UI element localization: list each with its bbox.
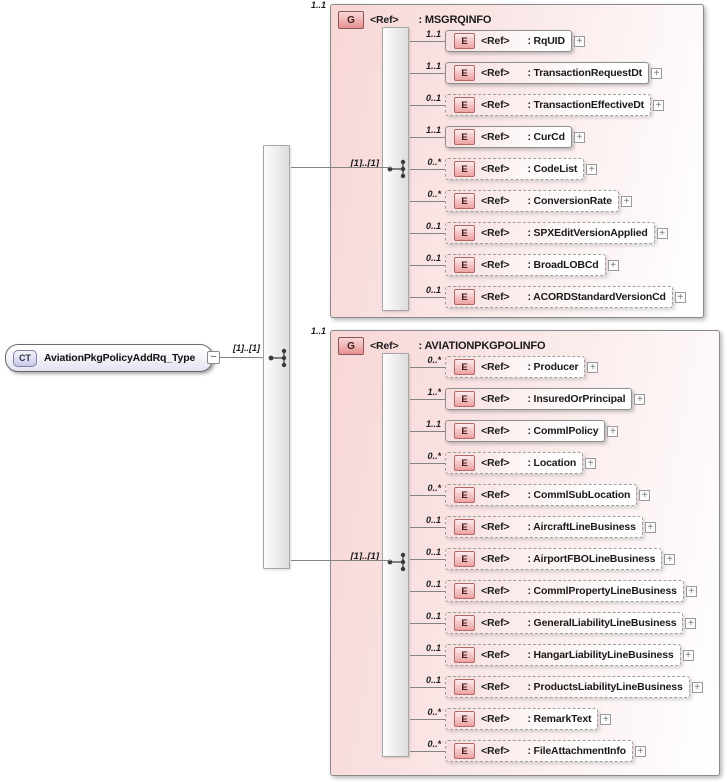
element-row <box>445 356 598 378</box>
cardinality-label: 0..1 <box>425 93 441 103</box>
element-icon: E <box>454 615 475 631</box>
element-row <box>445 612 696 634</box>
element-ref-label: <Ref> <box>481 131 510 143</box>
element-name: : TransactionEffectiveDt <box>527 99 645 111</box>
group-header <box>338 11 491 29</box>
expand-icon[interactable]: + <box>645 522 656 533</box>
connector-line <box>410 41 445 42</box>
element-ref-label: <Ref> <box>481 617 510 629</box>
cardinality-label: 0..1 <box>425 675 441 685</box>
element-ref-label: <Ref> <box>481 35 510 47</box>
expand-icon[interactable]: + <box>600 714 611 725</box>
element-name: : RemarkText <box>527 713 592 725</box>
cardinality-label: 1..1 <box>425 419 441 429</box>
cardinality-label: 0..1 <box>425 547 441 557</box>
element-row <box>445 548 675 570</box>
element-row <box>445 30 585 52</box>
connector-line <box>410 719 445 720</box>
element-row <box>445 708 611 730</box>
expand-icon[interactable]: + <box>585 458 596 469</box>
element-row <box>445 190 632 212</box>
element-row <box>445 580 697 602</box>
element-ref-label: <Ref> <box>481 361 510 373</box>
group-header <box>338 337 545 355</box>
element-node[interactable] <box>445 30 572 52</box>
element-icon: E <box>454 519 475 535</box>
element-icon: E <box>454 359 475 375</box>
expand-icon[interactable]: + <box>651 68 662 79</box>
element-node[interactable] <box>445 356 585 378</box>
element-node[interactable] <box>445 254 606 276</box>
cardinality-label: 1..1 <box>425 61 441 71</box>
element-icon: E <box>454 647 475 663</box>
element-row <box>445 126 585 148</box>
element-name: : CodeList <box>527 163 578 175</box>
element-name: : CommlPropertyLineBusiness <box>527 585 677 597</box>
element-node[interactable] <box>445 286 673 308</box>
element-name: : CommlSubLocation <box>527 489 631 501</box>
element-name: : Producer <box>527 361 579 373</box>
element-icon: E <box>454 129 475 145</box>
expand-icon[interactable]: + <box>675 292 686 303</box>
element-icon: E <box>454 583 475 599</box>
element-icon: E <box>454 391 475 407</box>
element-name: : SPXEditVersionApplied <box>527 227 648 239</box>
expand-icon[interactable]: + <box>635 746 646 757</box>
element-ref-label: <Ref> <box>481 681 510 693</box>
element-row <box>445 222 668 244</box>
element-row <box>445 388 645 410</box>
connector-line <box>220 357 263 358</box>
cardinality-label: 0..* <box>427 451 441 461</box>
cardinality-label: 1..1 <box>310 326 326 336</box>
element-ref-label: <Ref> <box>481 745 510 757</box>
element-node[interactable] <box>445 708 598 730</box>
complex-type-node[interactable] <box>5 344 213 372</box>
element-icon: E <box>454 161 475 177</box>
expand-icon[interactable]: + <box>657 228 668 239</box>
cardinality-label: 1..1 <box>425 125 441 135</box>
expand-icon[interactable]: + <box>607 426 618 437</box>
element-name: : TransactionRequestDt <box>527 67 642 79</box>
connector-line <box>291 167 392 168</box>
sequence-icon <box>266 347 294 369</box>
connector-line <box>410 751 445 752</box>
connector-line <box>410 137 445 138</box>
element-node[interactable] <box>445 420 605 442</box>
element-name: : FileAttachmentInfo <box>527 745 626 757</box>
group-node-msgrqinfo[interactable] <box>330 4 704 318</box>
cardinality-label: [1]..[1] <box>233 343 260 353</box>
element-ref-label: <Ref> <box>481 393 510 405</box>
element-row <box>445 62 662 84</box>
element-node[interactable] <box>445 190 619 212</box>
group-name: : AVIATIONPKGPOLINFO <box>418 340 546 352</box>
expand-icon[interactable]: + <box>653 100 664 111</box>
element-ref-label: <Ref> <box>481 713 510 725</box>
connector-line <box>410 265 445 266</box>
element-name: : InsuredOrPrincipal <box>527 393 626 405</box>
element-ref-label: <Ref> <box>481 99 510 111</box>
group-node-aviationpkgpolinfo[interactable] <box>330 330 720 776</box>
element-row <box>445 644 694 666</box>
element-ref-label: <Ref> <box>481 259 510 271</box>
connector-line <box>410 527 445 528</box>
group-ref-label: <Ref> <box>370 340 399 352</box>
expand-icon[interactable]: + <box>608 260 619 271</box>
complex-type-icon: CT <box>13 350 37 367</box>
cardinality-label: 0..1 <box>425 515 441 525</box>
connector-line <box>410 495 445 496</box>
connector-line <box>410 399 445 400</box>
connector-line <box>410 73 445 74</box>
element-ref-label: <Ref> <box>481 585 510 597</box>
connector-line <box>410 201 445 202</box>
connector-line <box>410 169 445 170</box>
element-node[interactable] <box>445 62 649 84</box>
element-node[interactable] <box>445 740 633 762</box>
element-icon: E <box>454 33 475 49</box>
element-name: : HangarLiabilityLineBusiness <box>527 649 674 661</box>
element-icon: E <box>454 455 475 471</box>
element-name: : AirportFBOLineBusiness <box>527 553 656 565</box>
connector-line <box>410 655 445 656</box>
expand-icon[interactable]: + <box>574 36 585 47</box>
element-icon: E <box>454 423 475 439</box>
connector-line <box>410 623 445 624</box>
element-ref-label: <Ref> <box>481 291 510 303</box>
cardinality-label: [1]..[1] <box>350 551 379 562</box>
element-name: : AircraftLineBusiness <box>527 521 636 533</box>
cardinality-label: 0..1 <box>425 611 441 621</box>
element-node[interactable] <box>445 158 584 180</box>
expand-icon[interactable]: + <box>686 586 697 597</box>
element-row <box>445 676 703 698</box>
element-node[interactable] <box>445 222 655 244</box>
element-row <box>445 420 618 442</box>
collapse-toggle[interactable]: − <box>207 351 220 364</box>
element-name: : CurCd <box>527 131 565 143</box>
cardinality-label: 0..* <box>427 189 441 199</box>
expand-icon[interactable]: + <box>664 554 675 565</box>
cardinality-label: 1..1 <box>310 0 326 10</box>
group-ref-label: <Ref> <box>370 14 399 26</box>
connector-line <box>410 367 445 368</box>
element-row <box>445 94 664 116</box>
element-node[interactable] <box>445 612 683 634</box>
cardinality-label: 0..* <box>427 483 441 493</box>
element-icon: E <box>454 711 475 727</box>
element-ref-label: <Ref> <box>481 521 510 533</box>
cardinality-label: 0..* <box>427 707 441 717</box>
element-row <box>445 286 686 308</box>
cardinality-label: 1..1 <box>425 29 441 39</box>
element-name: : GeneralLiabilityLineBusiness <box>527 617 677 629</box>
cardinality-label: 0..* <box>427 739 441 749</box>
element-node[interactable] <box>445 644 681 666</box>
element-ref-label: <Ref> <box>481 553 510 565</box>
connector-line <box>410 591 445 592</box>
element-name: : ConversionRate <box>527 195 612 207</box>
element-row <box>445 484 650 506</box>
connector-line <box>410 559 445 560</box>
element-icon: E <box>454 679 475 695</box>
connector-line <box>410 431 445 432</box>
cardinality-label: 0..1 <box>425 253 441 263</box>
expand-icon[interactable]: + <box>685 618 696 629</box>
cardinality-label: 0..1 <box>425 285 441 295</box>
element-icon: E <box>454 225 475 241</box>
cardinality-label: [1]..[1] <box>350 158 379 169</box>
connector-line <box>410 687 445 688</box>
cardinality-label: 0..1 <box>425 221 441 231</box>
element-node[interactable] <box>445 484 637 506</box>
element-node[interactable] <box>445 94 651 116</box>
cardinality-label: 0..* <box>427 355 441 365</box>
element-ref-label: <Ref> <box>481 457 510 469</box>
element-row <box>445 254 619 276</box>
element-ref-label: <Ref> <box>481 489 510 501</box>
element-node[interactable] <box>445 516 643 538</box>
element-name: : BroadLOBCd <box>527 259 599 271</box>
element-icon: E <box>454 97 475 113</box>
connector-line <box>410 297 445 298</box>
group-name: : MSGRQINFO <box>418 14 492 26</box>
element-node[interactable] <box>445 388 632 410</box>
element-node[interactable] <box>445 548 662 570</box>
expand-icon[interactable]: + <box>574 132 585 143</box>
expand-icon[interactable]: + <box>683 650 694 661</box>
expand-icon[interactable]: + <box>634 394 645 405</box>
group-icon: G <box>338 337 364 355</box>
cardinality-label: 0..1 <box>425 579 441 589</box>
element-row <box>445 158 597 180</box>
element-node[interactable] <box>445 580 684 602</box>
element-name: : Location <box>527 457 577 469</box>
element-ref-label: <Ref> <box>481 67 510 79</box>
element-ref-label: <Ref> <box>481 425 510 437</box>
element-icon: E <box>454 743 475 759</box>
element-row <box>445 452 596 474</box>
element-name: : RqUID <box>527 35 565 47</box>
expand-icon[interactable]: + <box>692 682 703 693</box>
element-icon: E <box>454 257 475 273</box>
element-ref-label: <Ref> <box>481 195 510 207</box>
element-name: : CommlPolicy <box>527 425 599 437</box>
element-icon: E <box>454 65 475 81</box>
element-ref-label: <Ref> <box>481 227 510 239</box>
element-row <box>445 740 646 762</box>
expand-icon[interactable]: + <box>621 196 632 207</box>
connector-line <box>410 463 445 464</box>
expand-icon[interactable]: + <box>639 490 650 501</box>
element-row <box>445 516 656 538</box>
group-icon: G <box>338 11 364 29</box>
cardinality-label: 0..* <box>427 157 441 167</box>
expand-icon[interactable]: + <box>586 164 597 175</box>
element-icon: E <box>454 551 475 567</box>
element-node[interactable] <box>445 452 583 474</box>
expand-icon[interactable]: + <box>587 362 598 373</box>
element-icon: E <box>454 289 475 305</box>
element-name: : ProductsLiabilityLineBusiness <box>527 681 683 693</box>
cardinality-label: 0..1 <box>425 643 441 653</box>
connector-line <box>291 560 392 561</box>
element-icon: E <box>454 487 475 503</box>
element-name: : ACORDStandardVersionCd <box>527 291 666 303</box>
element-node[interactable] <box>445 126 572 148</box>
element-icon: E <box>454 193 475 209</box>
element-ref-label: <Ref> <box>481 649 510 661</box>
connector-line <box>410 105 445 106</box>
complex-type-name: AviationPkgPolicyAddRq_Type <box>44 352 196 364</box>
connector-line <box>410 233 445 234</box>
cardinality-label: 1..* <box>427 387 441 397</box>
element-node[interactable] <box>445 676 690 698</box>
element-ref-label: <Ref> <box>481 163 510 175</box>
